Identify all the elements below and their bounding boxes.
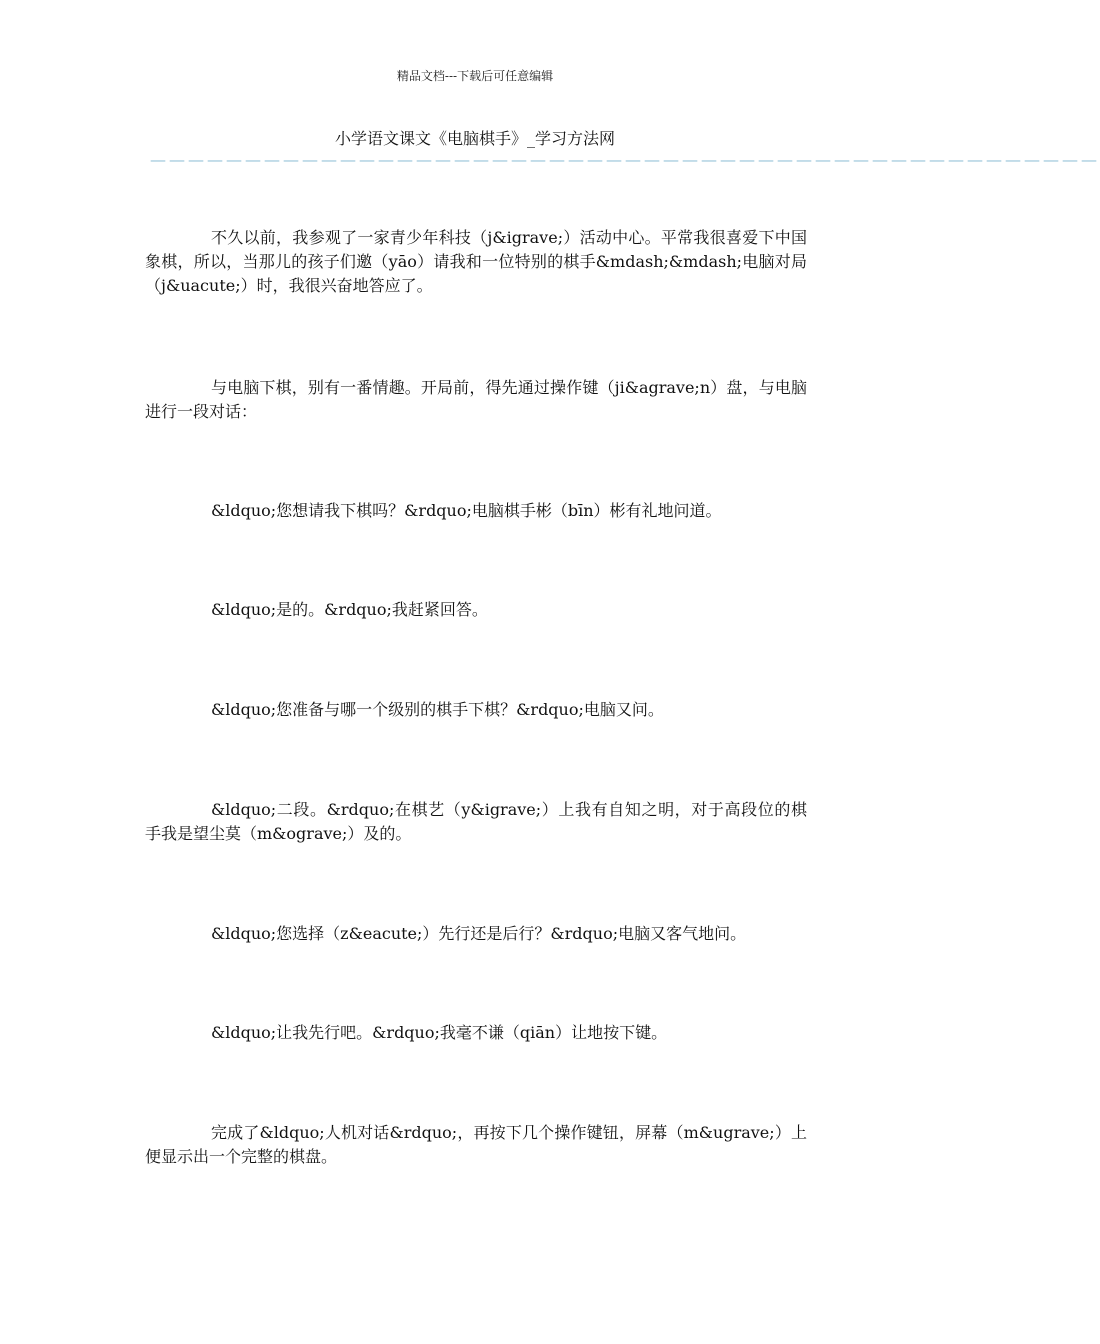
paragraph: 完成了&ldquo;人机对话&rdquo;，再按下几个操作键钮，屏幕（m&ugrave;）上便显示出一个完整的棋盘。	[145, 1123, 807, 1166]
paragraph: 不久以前，我参观了一家青少年科技（j&igrave;）活动中心。平常我很喜爱下中国象棋，所以，当那儿的孩子们邀（yāo）请我和一位特别的棋手&mdash;&mdash;电脑对局（j&uacute;）时，我很兴奋地答应了。	[145, 228, 807, 295]
page-header: 精品文档---下载后可任意编辑	[396, 69, 554, 83]
title-rule: ——————————————————————————————————————————————————	[150, 150, 1100, 169]
paragraph: &ldquo;是的。&rdquo;我赶紧回答。	[211, 600, 488, 619]
paragraph: &ldquo;二段。&rdquo;在棋艺（y&igrave;）上我有自知之明，对于高段位的棋手我是望尘莫（m&ograve;）及的。	[145, 800, 807, 843]
paragraph: &ldquo;您选择（z&eacute;）先行还是后行？&rdquo;电脑又客气地问。	[211, 924, 747, 943]
paragraph: &ldquo;您想请我下棋吗？&rdquo;电脑棋手彬（bīn）彬有礼地问道。	[211, 501, 722, 520]
paragraph: &ldquo;让我先行吧。&rdquo;我毫不谦（qiān）让地按下键。	[211, 1023, 668, 1042]
document-title: 小学语文课文《电脑棋手》_学习方法网	[334, 129, 615, 148]
paragraph: 与电脑下棋，别有一番情趣。开局前，得先通过操作键（ji&agrave;n）盘，与电脑进行一段对话：	[145, 378, 807, 421]
paragraph: &ldquo;您准备与哪一个级别的棋手下棋？&rdquo;电脑又问。	[211, 700, 664, 719]
